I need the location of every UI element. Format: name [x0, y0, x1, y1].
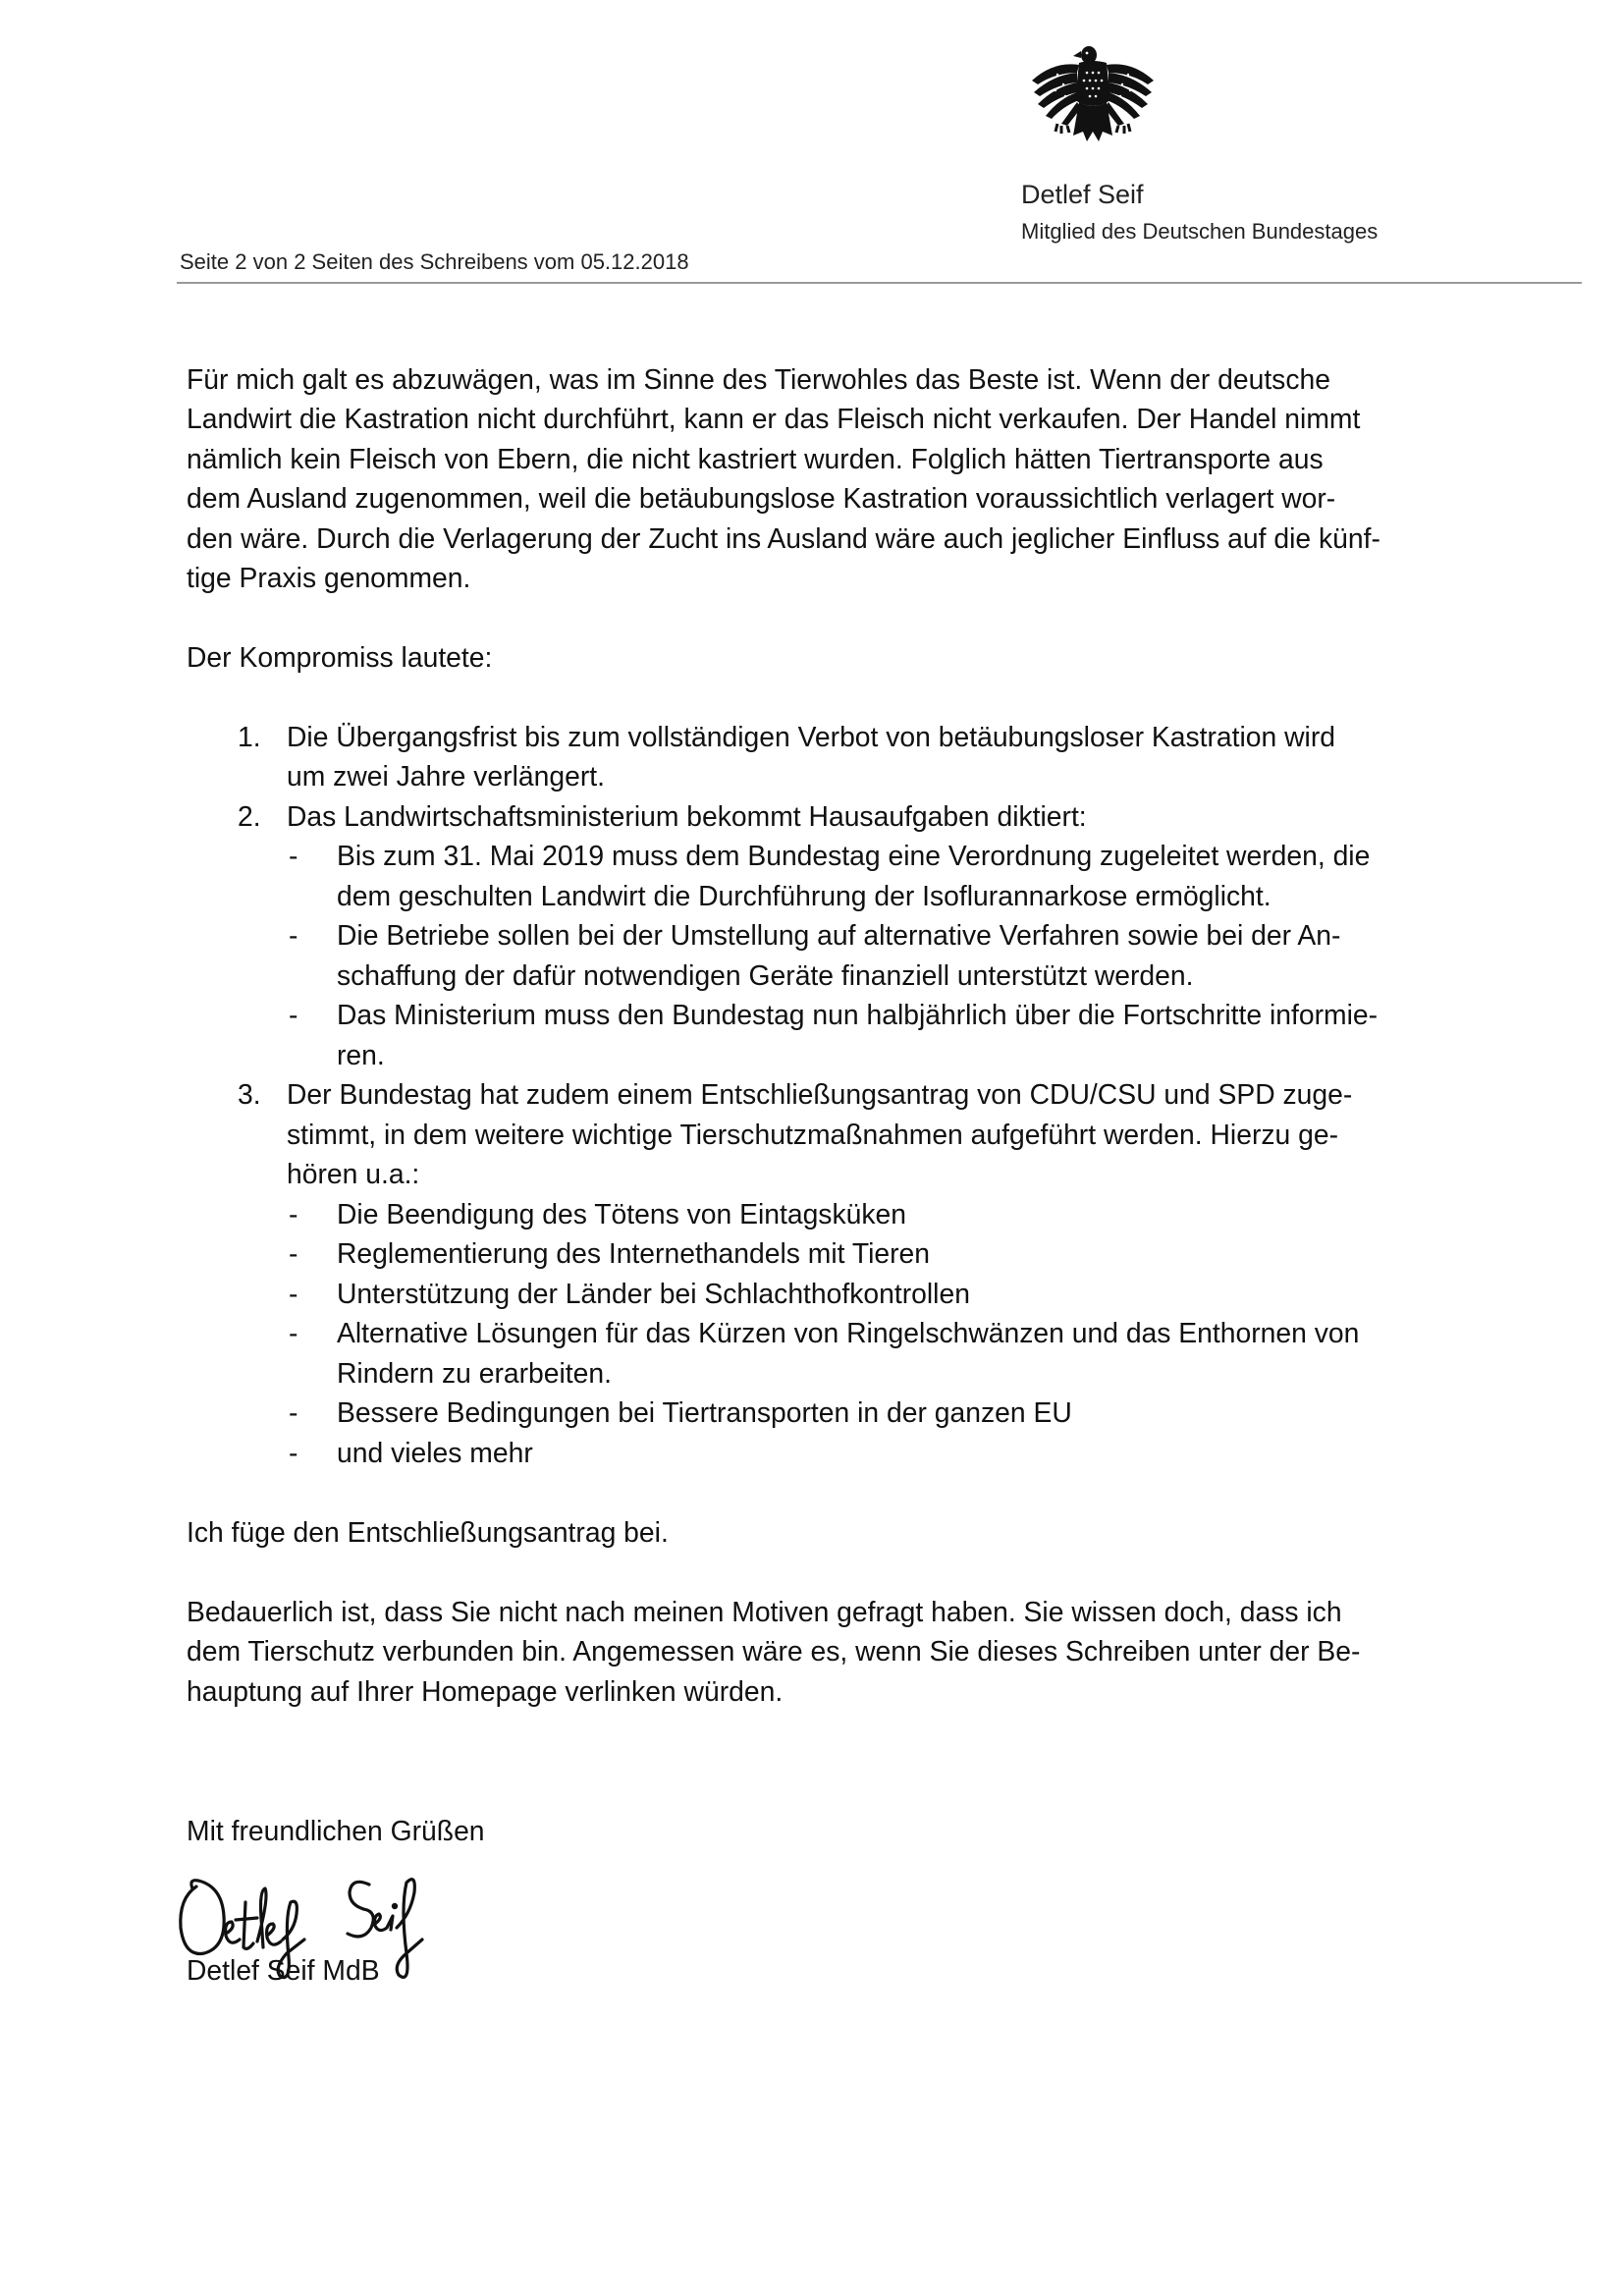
- sender-name: Detlef Seif: [1021, 180, 1144, 209]
- paragraph-line: dem Ausland zugenommen, weil die betäubungslose Kastration voraussichtlich verlagert wor-: [187, 482, 1336, 514]
- enclosure-note: Ich füge den Entschließungsantrag bei.: [187, 1516, 669, 1548]
- sub-item-line: Rindern zu erarbeiten.: [337, 1357, 612, 1389]
- list-number: 2.: [238, 800, 261, 832]
- paragraph-line: Für mich galt es abzuwägen, was im Sinne des Tierwohles das Beste ist. Wenn der deutsche: [187, 363, 1330, 395]
- sub-item-line: Unterstützung der Länder bei Schlachthofkontrollen: [337, 1278, 970, 1309]
- dash-bullet: -: [289, 999, 298, 1030]
- dash-bullet: -: [289, 919, 298, 951]
- dash-bullet: -: [289, 1198, 298, 1230]
- dash-bullet: -: [289, 1278, 298, 1309]
- sender-role: Mitglied des Deutschen Bundestages: [1021, 219, 1379, 244]
- sub-item-line: und vieles mehr: [337, 1437, 533, 1468]
- paragraph-line: Landwirt die Kastration nicht durchführt, kann er das Fleisch nicht verkaufen. Der Handel nimmt: [187, 403, 1361, 434]
- list-item-line: Die Übergangsfrist bis zum vollständigen Verbot von betäubungsloser Kastration wird: [287, 721, 1336, 752]
- greeting: Mit freundlichen Grüßen: [187, 1815, 485, 1846]
- sub-item-line: schaffung der dafür notwendigen Geräte finanziell unterstützt werden.: [337, 959, 1194, 991]
- sub-item-line: Alternative Lösungen für das Kürzen von Ringelschwänzen und das Enthornen von: [337, 1317, 1360, 1348]
- dash-bullet: -: [289, 1317, 298, 1348]
- sub-item-line: Reglementierung des Internethandels mit Tieren: [337, 1237, 931, 1269]
- list-item-line: stimmt, in dem weitere wichtige Tierschutzmaßnahmen aufgeführt werden. Hierzu ge-: [287, 1119, 1339, 1150]
- paragraph-line: dem Tierschutz verbunden bin. Angemessen wäre es, wenn Sie dieses Schreiben unter der Be-: [187, 1635, 1361, 1667]
- list-number: 1.: [238, 721, 261, 752]
- sub-item-line: Bessere Bedingungen bei Tiertransporten in der ganzen EU: [337, 1396, 1072, 1428]
- paragraph-line: nämlich kein Fleisch von Ebern, die nicht kastriert wurden. Folglich hätten Tiertransporte aus: [187, 443, 1324, 474]
- paragraph-line: tige Praxis genommen.: [187, 562, 471, 593]
- list-item-line: hören u.a.:: [287, 1158, 420, 1189]
- sub-item-line: Die Betriebe sollen bei der Umstellung auf alternative Verfahren sowie bei der An-: [337, 919, 1341, 951]
- sub-item-line: Bis zum 31. Mai 2019 muss dem Bundestag eine Verordnung zugeleitet werden, die: [337, 840, 1371, 871]
- sub-item-line: Das Ministerium muss den Bundestag nun halbjährlich über die Fortschritte informie-: [337, 999, 1379, 1030]
- paragraph-line: Bedauerlich ist, dass Sie nicht nach meinen Motiven gefragt haben. Sie wissen doch, dass ich: [187, 1596, 1342, 1627]
- dash-bullet: -: [289, 1437, 298, 1468]
- header-divider: [177, 282, 1582, 284]
- dash-bullet: -: [289, 1237, 298, 1269]
- signoff-name: Detlef Seif MdB: [187, 1954, 380, 1986]
- paragraph-line: hauptung auf Ihrer Homepage verlinken würden.: [187, 1675, 784, 1707]
- sub-item-line: Die Beendigung des Tötens von Eintagsküken: [337, 1198, 906, 1230]
- list-number: 3.: [238, 1078, 261, 1110]
- dash-bullet: -: [289, 1396, 298, 1428]
- dash-bullet: -: [289, 840, 298, 871]
- compromise-intro: Der Kompromiss lautete:: [187, 641, 493, 673]
- sub-item-line: ren.: [337, 1039, 385, 1070]
- list-item-line: Das Landwirtschaftsministerium bekommt Hausaufgaben diktiert:: [287, 800, 1087, 832]
- page-info: Seite 2 von 2 Seiten des Schreibens vom 05.12.2018: [180, 249, 689, 274]
- sub-item-line: dem geschulten Landwirt die Durchführung der Isoflurannarkose ermöglicht.: [337, 880, 1271, 911]
- list-item-line: um zwei Jahre verlängert.: [287, 760, 605, 792]
- list-item-line: Der Bundestag hat zudem einem Entschließungsantrag von CDU/CSU und SPD zuge-: [287, 1078, 1353, 1110]
- bundestag-eagle-icon: [1028, 41, 1158, 151]
- paragraph-line: den wäre. Durch die Verlagerung der Zucht ins Ausland wäre auch jeglicher Einfluss auf die künf-: [187, 522, 1380, 554]
